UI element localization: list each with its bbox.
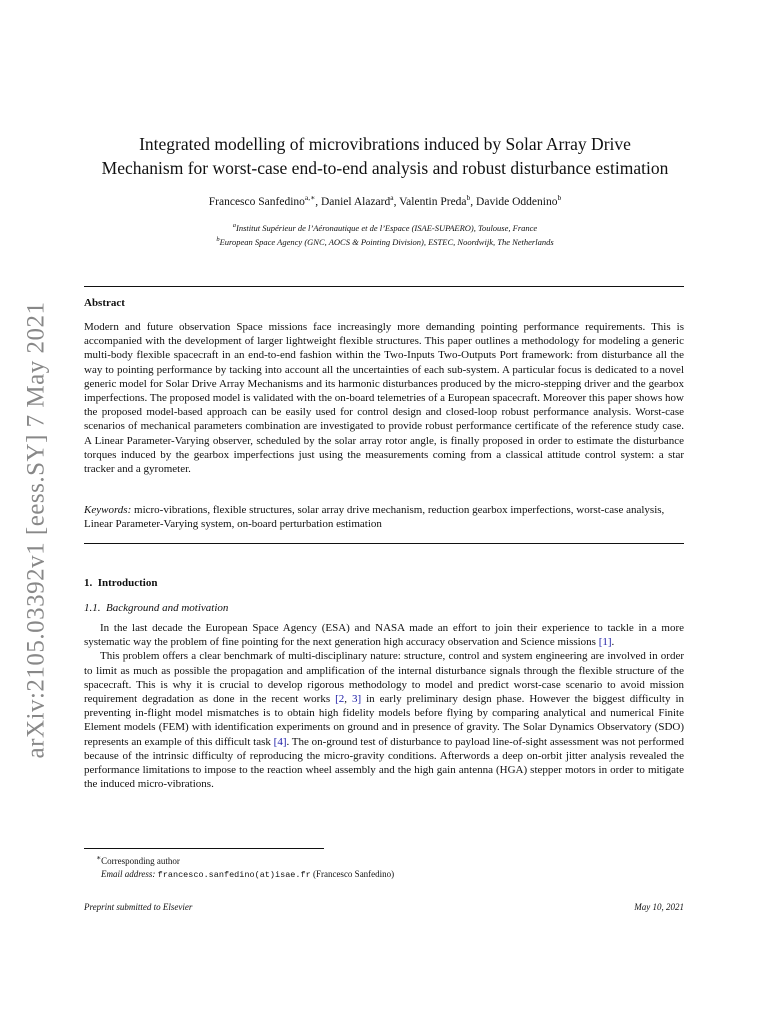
author-list: Francesco Sanfedino$^{a,∗}$, Daniel Alazard$^a$, Valentin Preda$^b$, Davide Oddenino$^b$ [208,193,562,208]
footnote [96,852,394,881]
arxiv-stamp [10,301,62,759]
email-owner: (Francesco Sanfedino) [312,868,395,879]
author-name: Francesco Sanfedino [208,195,305,208]
subsection-title: Background and motivation [106,602,229,614]
paragraph-text: , [344,693,352,706]
title-line-2: Mechanism for worst-case end-to-end analysis and robust disturbance estimation [101,158,669,178]
citation-link[interactable]: [4] [273,735,287,748]
paragraph-text: . The on-ground test of disturbance to payload line-of-sight assessment was not performed because of the intrinsic difficulty of reproducing the micro-gravity conditions. Afterwords a deep on-orbit jitter analysis revealed the performance limitations to impose to the reaction wheel assembly and the high gain antenna (HGA) stepper motors in order to mitigate the induced micro-vibrations. [84,735,684,791]
keywords-label: Keywords: [84,504,132,516]
author-mark: a,∗ [304,193,316,202]
affiliation [60,234,710,248]
arxiv-id: arXiv:2105.03392v1 [eess.SY] 7 May 2021 [22,301,50,759]
keywords [84,503,684,531]
top-divider [84,286,684,287]
section-title: Introduction [97,577,158,589]
title-line-1: Integrated modelling of microvibrations induced by Solar Array Drive [139,134,631,154]
affiliation-mark: a [232,222,237,229]
affiliation [60,220,710,234]
paragraph-text: . [611,636,615,649]
citation-link[interactable]: [1] [598,636,612,649]
abstract-heading: Abstract [84,297,125,309]
intro-body [84,621,684,791]
author-name: Davide Oddenino [476,195,558,208]
author-name: Valentin Preda [399,195,467,208]
paragraph-text: This problem offers a clear benchmark of multi-disciplinary nature: structure, control and system engineering are involved in order to limit as much as possible the propagation and amplification of the internal disturbance signals through the flexible structure of the spacecraft. This is why it is crucial to develop rigorous methodology to model and predict worst-case scenario to avoid mission requirement degradation as done in the recent works [84,650,684,706]
section-heading [84,577,157,589]
corresponding-note [96,852,394,868]
keywords-text: micro-vibrations, flexible structures, solar array drive mechanism, reduction gearbox imperfections, worst-case analysis, Linear Parameter-Varying system, on-board perturbation estimation [84,504,665,531]
footnote-mark: ∗ [96,853,102,862]
paragraph [84,621,684,649]
citation-link[interactable]: 3] [351,693,362,706]
affiliation-mark: b [216,235,220,243]
paragraph [84,649,684,791]
preprint-date: May 10, 2021 [634,902,684,912]
affiliation-text: European Space Agency (GNC, AOCS & Pointing Division), ESTEC, Noordwijk, The Netherlands [219,236,554,247]
author-mark: b [557,193,562,202]
author-mark: a [390,193,394,202]
paper-title [60,132,710,180]
citation-link[interactable]: [2 [335,693,345,706]
abstract-text: Modern and future observation Space missions face increasingly more demanding pointing performance requirements. This is accompanied with the development of larger lightweight flexible structures. This paper outlines a methodology for modeling a generic multi-body flexible spacecraft in an end-to-end fashion within the Two-Inputs Two-Outputs Port framework: from disturbance all the way to pointing performance by tacking into account all the uncertainties of each sub-system. A particular focus is dedicated to a novel generic model for Solar Drive Array Mechanisms and its harmonic disturbances produced by the micro-stepping driver and the gearbox imperfections. The proposed model is validated with the on-board telemetries of a European spacecraft. Moreover this paper shows how the proposed model-based approach can be easily used for control design and closed-loop robust performance analysis. Worst-case scenarios of mechanical parameters combination are investigated to provide robust performance certificate of the reference study case. A Linear Parameter-Varying observer, scheduled by the solar array rotor angle, is finally proposed in order to estimate the disturbance torques induced by the gearbox imperfections just using the measurements coming from a classical attitude control system: a star tracker and a gyrometer. [84,321,684,476]
subsection-number: 1.1. [84,602,101,614]
email-note [101,868,394,882]
paragraph-text: In the last decade the European Space Agency (ESA) and NASA made an effort to join their experience to tackle in a more systematic way the problem of fine pointing for the next generation high accuracy observation and Science missions [84,622,684,649]
email-label: Email address: [101,868,156,879]
affiliations [60,220,710,248]
section-number: 1. [84,577,93,589]
author-mark: b [466,193,471,202]
footnote-divider [84,848,324,849]
paragraph-text: in early preliminary design phase. However the biggest difficulty in preventing in-flight model mismatches is to obtain high fidelity models before flying by comparing analytical and numerical Finite Element models (FEM) with identification experiments on ground and in presence of gravity. The Solar Dynamics Observatory (SDO) represents an example of this difficult task [84,693,685,748]
bottom-divider [84,543,684,544]
affiliation-text: Institut Supérieur de l’Aéronautique et de l’Espace (ISAE-SUPAERO), Toulouse, France [236,222,538,233]
subsection-heading [84,602,228,614]
author-name: Daniel Alazard [320,195,391,208]
email-address[interactable]: francesco.sanfedino(at)isae.fr [157,869,311,880]
preprint-note: Preprint submitted to Elsevier [84,902,193,912]
corresponding-text: Corresponding author [101,856,180,866]
